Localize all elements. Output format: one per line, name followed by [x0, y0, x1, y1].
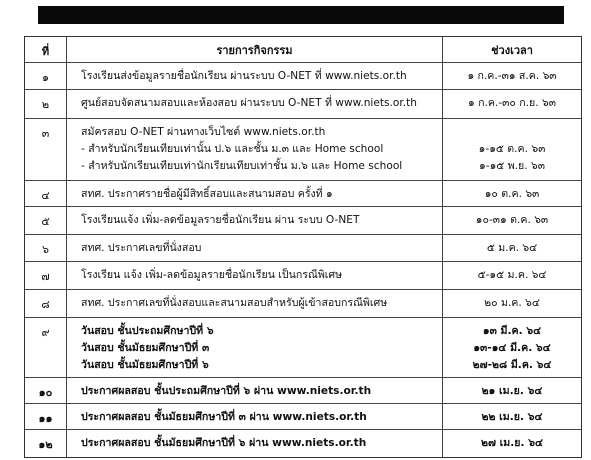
activity-text: สมัครสอบ O-NET ผ่านทางเว็บไซต์ www.niets.or.th [81, 126, 326, 138]
activity-text: ประกาศผลสอบ ชั้นประถมศึกษาปีที่ ๖ ผ่าน www.niets.or.th [81, 385, 372, 397]
time-text: ๒๗ เม.ย. ๖๔ [481, 437, 543, 449]
table-row [25, 63, 581, 90]
time-text: ๑-๑๕ พ.ย. ๖๓ [479, 160, 545, 172]
table-row [25, 318, 581, 378]
table-row [25, 430, 581, 457]
table-header-row [25, 37, 581, 63]
activity-subline: - สำหรับนักเรียนเทียบเท่านักเรียนเทียบเท่าชั้น ม.๖ และ Home school [81, 160, 403, 172]
activity-text: ศูนย์สอบจัดสนามสอบและห้องสอบ ผ่านระบบ O-NET ที่ www.niets.or.th [81, 97, 418, 109]
activity-text: โรงเรียนส่งข้อมูลรายชื่อนักเรียน ผ่านระบบ O-NET ที่ www.niets.or.th [81, 70, 407, 82]
time-text: ๑๐ ต.ค. ๖๓ [484, 188, 540, 200]
time-text: ๕-๑๕ ม.ค. ๖๔ [477, 269, 547, 281]
activity-text: โรงเรียนแจ้ง เพิ่ม-ลดข้อมูลรายชื่อนักเรียน ผ่าน ระบบ O-NET [81, 214, 360, 226]
table-row [25, 290, 581, 318]
activity-text: วันสอบ ชั้นประถมศึกษาปีที่ ๖ [81, 325, 214, 337]
activity-text: วันสอบ ชั้นมัธยมศึกษาปีที่ ๖ [81, 359, 209, 371]
row-number: ๙ [25, 318, 67, 377]
row-number: ๒ [25, 90, 67, 118]
time-text: ๒๑ เม.ย. ๖๔ [481, 385, 543, 397]
redacted-title-bar [38, 6, 564, 24]
time-text: ๑-๑๕ ต.ค. ๖๓ [478, 143, 546, 155]
row-number: ๑๐ [25, 378, 67, 403]
table-row [25, 378, 581, 404]
table-row [25, 90, 581, 119]
time-text [443, 124, 581, 141]
activity-text: สทศ. ประกาศรายชื่อผู้มีสิทธิ์สอบและสนามสอบ ครั้งที่ ๑ [81, 188, 333, 200]
schedule-table [24, 36, 582, 458]
time-text: ๒๗-๒๘ มี.ค. ๖๔ [472, 359, 552, 371]
table-row [25, 207, 581, 235]
row-number: ๑ [25, 63, 67, 89]
row-number: ๓ [25, 119, 67, 180]
time-text: ๑ ก.ค.-๓๑ ส.ค. ๖๓ [467, 70, 557, 82]
row-number: ๔ [25, 181, 67, 206]
row-number: ๑๒ [25, 430, 67, 457]
time-text: ๑ ก.ค.-๓๐ ก.ย. ๖๓ [468, 97, 556, 109]
header-no: ที่ [25, 37, 67, 62]
row-number: ๗ [25, 262, 67, 289]
time-text: ๑๓ มี.ค. ๖๔ [482, 325, 542, 337]
activity-text: โรงเรียน แจ้ง เพิ่ม-ลดข้อมูลรายชื่อนักเรียน เป็นกรณีพิเศษ [81, 269, 343, 281]
table-row [25, 181, 581, 207]
time-text: ๑๐-๓๑ ต.ค. ๖๓ [475, 214, 549, 226]
row-number: ๘ [25, 290, 67, 317]
activity-text: วันสอบ ชั้นมัธยมศึกษาปีที่ ๓ [81, 342, 210, 354]
row-number: ๕ [25, 207, 67, 234]
activity-text: สทศ. ประกาศเลขที่นั่งสอบและสนามสอบสำหรับผู้เข้าสอบกรณีพิเศษ [81, 297, 388, 309]
header-activity: รายการกิจกรรม [67, 37, 443, 62]
table-row [25, 235, 581, 262]
row-number: ๑๑ [25, 404, 67, 429]
activity-text: ประกาศผลสอบ ชั้นมัธยมศึกษาปีที่ ๖ ผ่าน www.niets.or.th [81, 437, 367, 449]
table-row [25, 262, 581, 290]
activity-text: สทศ. ประกาศเลขที่นั่งสอบ [81, 242, 202, 254]
activity-subline: - สำหรับนักเรียนเทียบเท่านั้น ป.๖ และชั้น ม.๓ และ Home school [81, 143, 384, 155]
header-time: ช่วงเวลา [491, 44, 533, 57]
table-row [25, 119, 581, 181]
row-number: ๖ [25, 235, 67, 261]
time-text: ๒๐ ม.ค. ๖๔ [484, 297, 540, 309]
time-text: ๑๓-๑๔ มี.ค. ๖๔ [473, 342, 551, 354]
time-text: ๒๒ เม.ย. ๖๔ [481, 411, 543, 423]
activity-text: ประกาศผลสอบ ชั้นมัธยมศึกษาปีที่ ๓ ผ่าน www.niets.or.th [81, 411, 367, 423]
time-text: ๕ ม.ค. ๖๔ [486, 242, 538, 254]
table-row [25, 404, 581, 430]
